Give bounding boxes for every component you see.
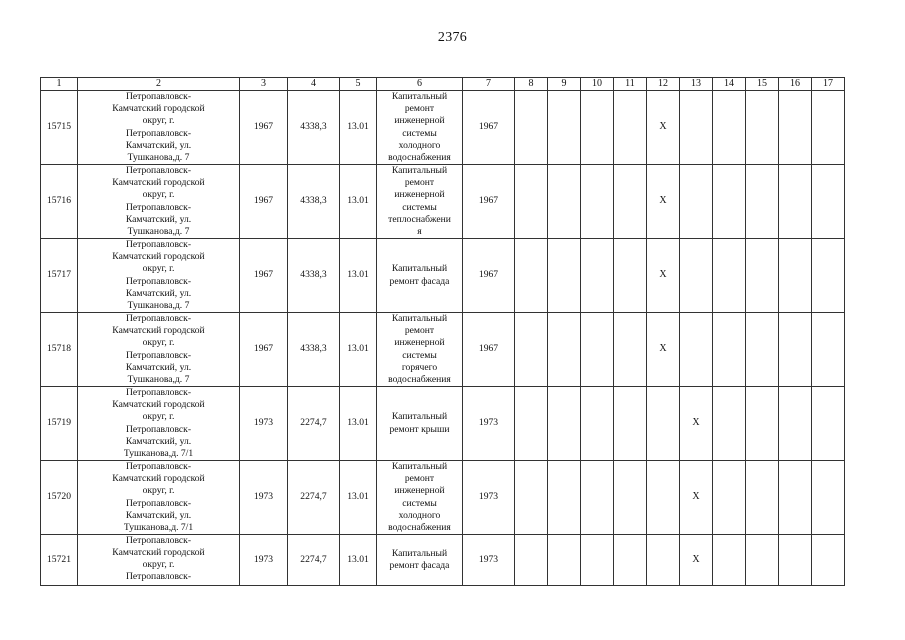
construction-year-cell: 1973	[240, 535, 288, 586]
mark-cell	[713, 91, 746, 165]
mark-cell: X	[647, 239, 680, 313]
mark-cell	[647, 535, 680, 586]
mark-cell: X	[647, 313, 680, 387]
table-row	[41, 387, 845, 461]
construction-year-cell: 1973	[240, 461, 288, 535]
period-cell: 1973	[463, 387, 515, 461]
area-cell: 2274,7	[288, 535, 340, 586]
mark-cell	[515, 387, 548, 461]
mark-cell	[548, 535, 581, 586]
mark-cell: X	[680, 461, 713, 535]
column-header: 13	[680, 78, 713, 91]
column-header: 6	[377, 78, 463, 91]
row-id-cell: 15715	[41, 91, 78, 165]
mark-cell	[746, 239, 779, 313]
construction-year-cell: 1967	[240, 91, 288, 165]
address-cell: Петропавловск- Камчатский городской округ, г. Петропавловск- Камчатский, ул. Тушканова,д. 7	[78, 239, 240, 313]
mark-cell	[746, 535, 779, 586]
area-cell: 4338,3	[288, 239, 340, 313]
mark-cell	[680, 239, 713, 313]
column-header: 5	[340, 78, 377, 91]
area-cell: 4338,3	[288, 91, 340, 165]
mark-cell	[515, 91, 548, 165]
mark-cell	[779, 91, 812, 165]
mark-cell	[515, 165, 548, 239]
mark-cell	[548, 165, 581, 239]
work-type-cell: Капитальный ремонт инженерной системы холодного водоснабжения	[377, 461, 463, 535]
mark-cell	[812, 91, 845, 165]
address-cell: Петропавловск- Камчатский городской округ, г. Петропавловск- Камчатский, ул. Тушканова,д. 7	[78, 91, 240, 165]
table-row	[41, 165, 845, 239]
mark-cell	[812, 313, 845, 387]
mark-cell	[779, 387, 812, 461]
mark-cell	[515, 239, 548, 313]
table-body	[41, 91, 845, 586]
column-header: 9	[548, 78, 581, 91]
column-header: 16	[779, 78, 812, 91]
construction-year-cell: 1967	[240, 239, 288, 313]
area-cell: 2274,7	[288, 387, 340, 461]
work-type-cell: Капитальный ремонт инженерной системы холодного водоснабжения	[377, 91, 463, 165]
period-cell: 1967	[463, 313, 515, 387]
mark-cell	[713, 239, 746, 313]
work-type-cell: Капитальный ремонт инженерной системы теплоснабжени я	[377, 165, 463, 239]
mark-cell	[779, 313, 812, 387]
mark-cell	[812, 461, 845, 535]
mark-cell	[581, 535, 614, 586]
mark-cell	[515, 461, 548, 535]
mark-cell	[680, 313, 713, 387]
mark-cell	[680, 91, 713, 165]
work-code-cell: 13.01	[340, 165, 377, 239]
mark-cell	[614, 535, 647, 586]
period-cell: 1967	[463, 91, 515, 165]
period-cell: 1973	[463, 535, 515, 586]
mark-cell	[581, 387, 614, 461]
mark-cell	[746, 313, 779, 387]
column-header: 3	[240, 78, 288, 91]
column-header: 17	[812, 78, 845, 91]
period-cell: 1973	[463, 461, 515, 535]
address-cell: Петропавловск- Камчатский городской округ, г. Петропавловск- Камчатский, ул. Тушканова,д. 7	[78, 313, 240, 387]
mark-cell	[614, 387, 647, 461]
mark-cell: X	[647, 165, 680, 239]
work-code-cell: 13.01	[340, 387, 377, 461]
mark-cell	[581, 165, 614, 239]
work-type-cell: Капитальный ремонт крыши	[377, 387, 463, 461]
repair-registry-table	[40, 77, 845, 586]
mark-cell	[548, 387, 581, 461]
mark-cell	[713, 461, 746, 535]
mark-cell	[779, 461, 812, 535]
mark-cell	[812, 535, 845, 586]
mark-cell	[680, 165, 713, 239]
table-row	[41, 535, 845, 586]
mark-cell	[548, 461, 581, 535]
period-cell: 1967	[463, 165, 515, 239]
mark-cell	[812, 165, 845, 239]
mark-cell	[581, 91, 614, 165]
column-header: 1	[41, 78, 78, 91]
mark-cell	[581, 313, 614, 387]
address-cell: Петропавловск- Камчатский городской округ, г. Петропавловск- Камчатский, ул. Тушканова,д. 7/1	[78, 387, 240, 461]
work-type-cell: Капитальный ремонт инженерной системы горячего водоснабжения	[377, 313, 463, 387]
column-header: 2	[78, 78, 240, 91]
column-header: 12	[647, 78, 680, 91]
work-code-cell: 13.01	[340, 91, 377, 165]
mark-cell	[647, 387, 680, 461]
mark-cell	[779, 165, 812, 239]
mark-cell	[746, 91, 779, 165]
work-code-cell: 13.01	[340, 535, 377, 586]
area-cell: 2274,7	[288, 461, 340, 535]
column-number-row	[41, 78, 845, 91]
row-id-cell: 15719	[41, 387, 78, 461]
work-code-cell: 13.01	[340, 239, 377, 313]
row-id-cell: 15717	[41, 239, 78, 313]
mark-cell	[548, 313, 581, 387]
work-type-cell: Капитальный ремонт фасада	[377, 535, 463, 586]
row-id-cell: 15716	[41, 165, 78, 239]
mark-cell	[713, 535, 746, 586]
column-header: 15	[746, 78, 779, 91]
work-type-cell: Капитальный ремонт фасада	[377, 239, 463, 313]
column-header: 11	[614, 78, 647, 91]
table-row	[41, 239, 845, 313]
mark-cell	[614, 313, 647, 387]
mark-cell	[779, 239, 812, 313]
table-row	[41, 313, 845, 387]
mark-cell	[812, 239, 845, 313]
area-cell: 4338,3	[288, 165, 340, 239]
mark-cell	[812, 387, 845, 461]
page-number: 2376	[437, 30, 468, 45]
row-id-cell: 15720	[41, 461, 78, 535]
column-header: 8	[515, 78, 548, 91]
mark-cell	[746, 165, 779, 239]
table-row	[41, 461, 845, 535]
mark-cell	[515, 535, 548, 586]
construction-year-cell: 1967	[240, 313, 288, 387]
column-header: 10	[581, 78, 614, 91]
area-cell: 4338,3	[288, 313, 340, 387]
mark-cell	[548, 91, 581, 165]
table-row	[41, 91, 845, 165]
mark-cell	[614, 91, 647, 165]
mark-cell	[614, 461, 647, 535]
row-id-cell: 15721	[41, 535, 78, 586]
mark-cell	[614, 165, 647, 239]
address-cell: Петропавловск- Камчатский городской округ, г. Петропавловск-	[78, 535, 240, 586]
work-code-cell: 13.01	[340, 313, 377, 387]
address-cell: Петропавловск- Камчатский городской округ, г. Петропавловск- Камчатский, ул. Тушканова,д. 7/1	[78, 461, 240, 535]
mark-cell: X	[647, 91, 680, 165]
mark-cell	[515, 313, 548, 387]
mark-cell: X	[680, 535, 713, 586]
mark-cell	[548, 239, 581, 313]
column-header: 14	[713, 78, 746, 91]
construction-year-cell: 1967	[240, 165, 288, 239]
mark-cell	[581, 461, 614, 535]
mark-cell	[713, 165, 746, 239]
column-header: 4	[288, 78, 340, 91]
mark-cell	[581, 239, 614, 313]
mark-cell	[746, 387, 779, 461]
mark-cell	[746, 461, 779, 535]
mark-cell: X	[680, 387, 713, 461]
mark-cell	[647, 461, 680, 535]
period-cell: 1967	[463, 239, 515, 313]
mark-cell	[713, 313, 746, 387]
row-id-cell: 15718	[41, 313, 78, 387]
mark-cell	[614, 239, 647, 313]
mark-cell	[713, 387, 746, 461]
construction-year-cell: 1973	[240, 387, 288, 461]
column-header: 7	[463, 78, 515, 91]
mark-cell	[779, 535, 812, 586]
work-code-cell: 13.01	[340, 461, 377, 535]
address-cell: Петропавловск- Камчатский городской округ, г. Петропавловск- Камчатский, ул. Тушканова,д. 7	[78, 165, 240, 239]
